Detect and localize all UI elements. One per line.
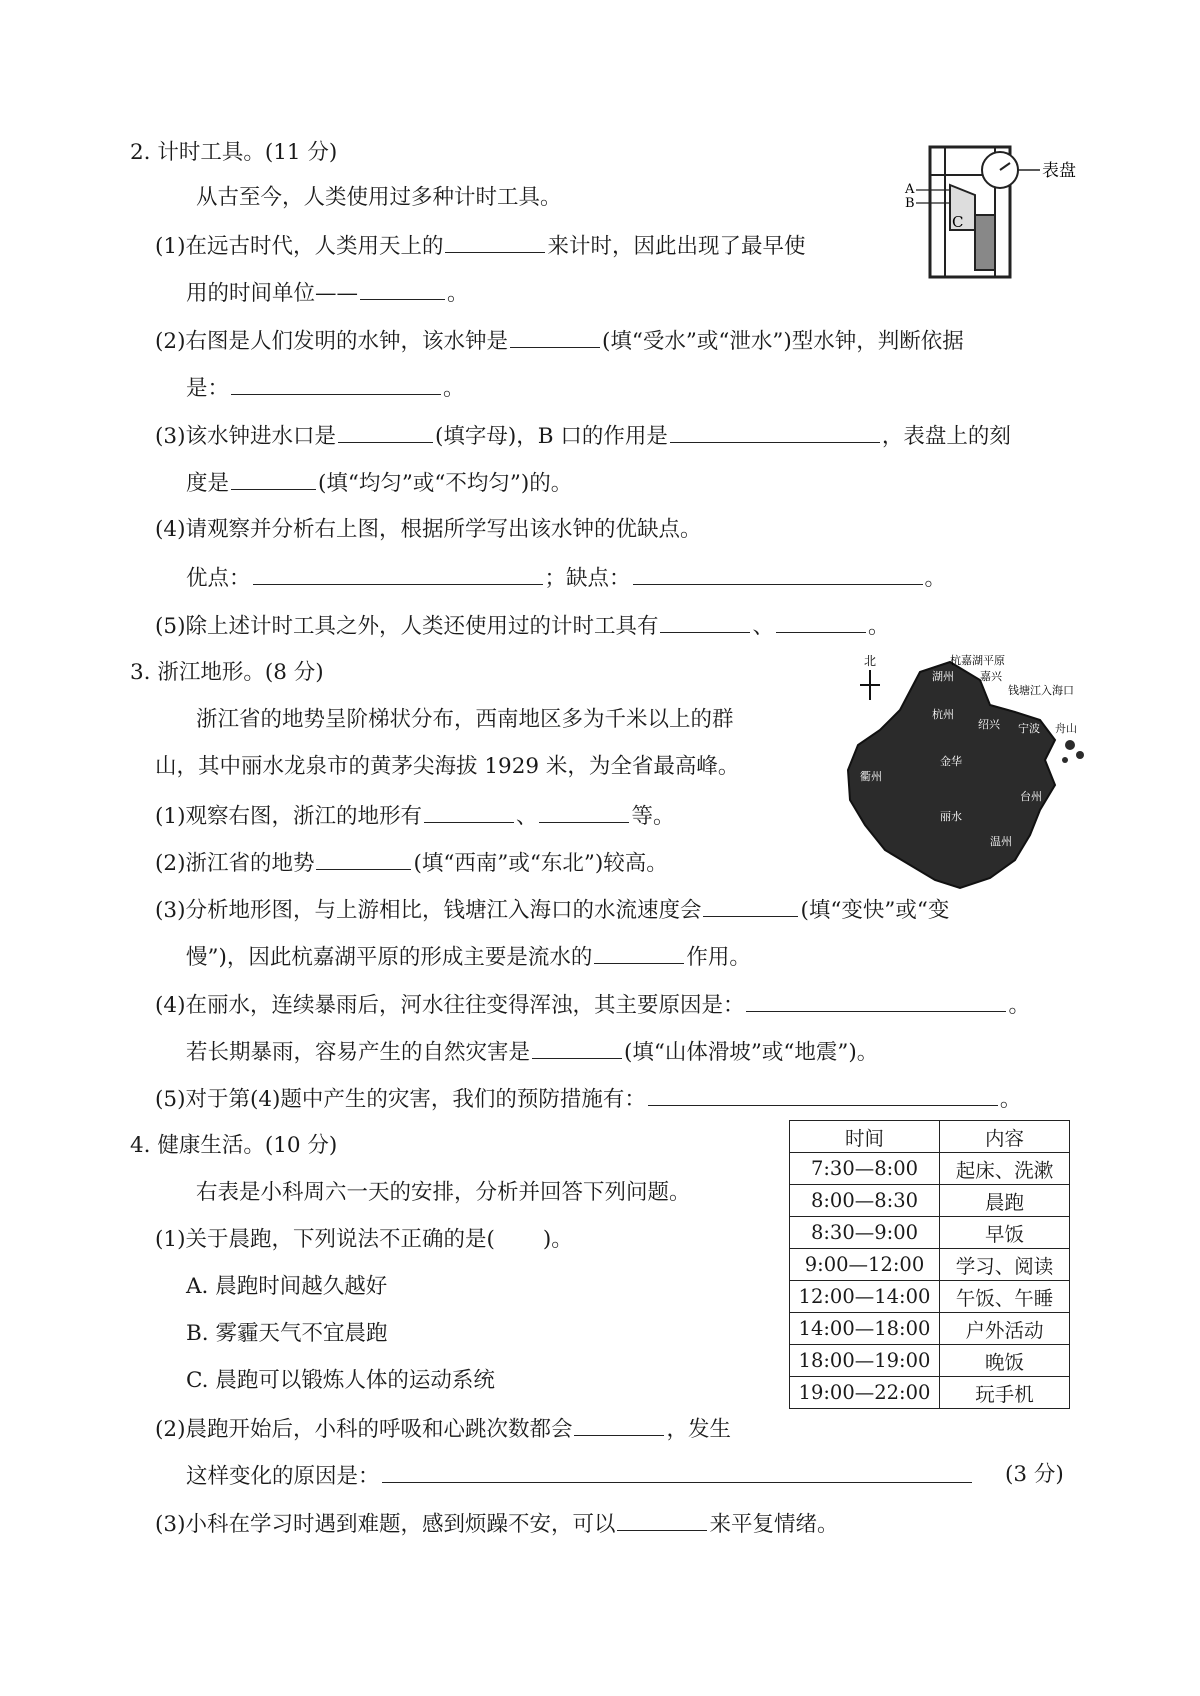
q2-p1-text-d: 。 (447, 281, 469, 306)
q3-p4-blank-1[interactable] (746, 989, 1006, 1012)
table-row (790, 1345, 1070, 1377)
row-content: 起床、洗漱 (940, 1153, 1070, 1185)
q3-p1-text-c: 等。 (631, 804, 675, 829)
q4-p3-blank-1[interactable] (617, 1508, 707, 1531)
q2-p3-text-e: (填“均匀”或“不均匀”)的。 (318, 471, 573, 496)
row-content: 户外活动 (940, 1313, 1070, 1345)
q2-p3-blank-1[interactable] (338, 420, 433, 443)
label-b: B (905, 196, 915, 211)
estuary-label: 钱塘江入海口 (1008, 684, 1074, 697)
row-content: 玩手机 (940, 1377, 1070, 1409)
q2-title: 2. 计时工具。(11 分) (130, 140, 338, 165)
q3-part4-line2 (186, 1036, 878, 1068)
lishui-label: 丽水 (940, 810, 962, 823)
q2-p4-blank-1[interactable] (253, 562, 543, 585)
table-row (790, 1185, 1070, 1217)
taizhou-label: 台州 (1020, 790, 1042, 803)
q4-p2-text-c: 这样变化的原因是： (186, 1464, 380, 1489)
q2-part3-line1 (155, 420, 1011, 452)
q4-p2-blank-1[interactable] (574, 1413, 664, 1436)
label-a: A (905, 182, 915, 197)
q3-p4-text-d: (填“山体滑坡”或“地震”)。 (624, 1040, 879, 1065)
q3-p2-text-a: (2)浙江省的地势 (155, 851, 315, 876)
q3-p3-text-d: 作用。 (686, 945, 751, 970)
q3-p2-blank-1[interactable] (316, 847, 411, 870)
q4-intro: 右表是小科周六一天的安排，分析并回答下列问题。 (196, 1180, 691, 1205)
header-content: 内容 (940, 1121, 1070, 1153)
island-shape (1065, 740, 1075, 750)
q4-part2-line2 (186, 1460, 974, 1492)
q2-p2-blank-1[interactable] (510, 325, 600, 348)
q3-p5-blank-1[interactable] (648, 1083, 998, 1106)
q3-p4-text-c: 若长期暴雨，容易产生的自然灾害是 (186, 1040, 531, 1065)
q2-p3-text-a: (3)该水钟进水口是 (155, 424, 336, 449)
q2-p2-blank-2[interactable] (231, 372, 441, 395)
row-time: 8:30—9:00 (790, 1217, 940, 1249)
jinhua-label: 金华 (940, 755, 962, 768)
table-row (790, 1281, 1070, 1313)
row-time: 8:00—8:30 (790, 1185, 940, 1217)
q2-p3-blank-2[interactable] (670, 420, 880, 443)
q4-p1-text-end: )。 (542, 1227, 573, 1252)
q2-p1-text-c: 用的时间单位—— (186, 281, 359, 306)
q2-p4-text-d: 。 (924, 566, 947, 591)
row-time: 7:30—8:00 (790, 1153, 940, 1185)
q2-p2-text-b: (填“受水”或“泄水”)型水钟，判断依据 (601, 329, 964, 354)
q4-option-b: B. 雾霾天气不宜晨跑 (186, 1321, 388, 1346)
q3-part3-line2 (186, 941, 751, 973)
ningbo-label: 宁波 (1018, 722, 1040, 735)
q2-part5-line (155, 610, 890, 642)
q2-part1-line2 (186, 277, 469, 309)
q4-part1-line (155, 1225, 573, 1255)
q3-p5-text-a: (5)对于第(4)题中产生的灾害，我们的预防措施有： (155, 1087, 646, 1112)
table-row (790, 1217, 1070, 1249)
wenzhou-label: 温州 (990, 835, 1012, 848)
q2-p1-blank-2[interactable] (360, 277, 445, 300)
q3-p3-text-b: (填“变快”或“变 (800, 898, 950, 923)
q2-part4-line1: (4)请观察并分析右上图，根据所学写出该水钟的优缺点。 (155, 517, 702, 542)
q3-part3-line1 (155, 894, 949, 926)
q4-option-c: C. 晨跑可以锻炼人体的运动系统 (186, 1368, 495, 1393)
row-time: 9:00—12:00 (790, 1249, 940, 1281)
table-row (790, 1153, 1070, 1185)
q3-p1-blank-2[interactable] (539, 800, 629, 823)
row-time: 12:00—14:00 (790, 1281, 940, 1313)
header-time: 时间 (790, 1121, 940, 1153)
q3-p4-blank-2[interactable] (532, 1036, 622, 1059)
row-time: 14:00—18:00 (790, 1313, 940, 1345)
q4-p2-text-b: ，发生 (666, 1417, 731, 1442)
q3-part1-line (155, 800, 675, 832)
q3-p3-blank-2[interactable] (594, 941, 684, 964)
q3-intro-line1: 浙江省的地势呈阶梯状分布，西南地区多为千米以上的群 (196, 707, 734, 732)
dial-label: 表盘 (1042, 161, 1076, 181)
q3-p4-text-b: 。 (1008, 993, 1030, 1018)
q2-p5-text-c: 。 (867, 614, 890, 639)
q3-p1-text-b: 、 (515, 804, 538, 829)
q2-p4-blank-2[interactable] (633, 562, 923, 585)
row-time: 18:00—19:00 (790, 1345, 940, 1377)
q3-intro-line2: 山，其中丽水龙泉市的黄茅尖海拔 1929 米，为全省最高峰。 (155, 754, 740, 779)
row-time: 19:00—22:00 (790, 1377, 940, 1409)
q3-part5-line (155, 1083, 1021, 1115)
plain-label: 杭嘉湖平原 (950, 654, 1005, 667)
q2-p4-text-b: 优点： (186, 566, 251, 591)
q2-part2-line2 (186, 372, 465, 404)
q4-p2-text-a: (2)晨跑开始后，小科的呼吸和心跳次数都会 (155, 1417, 573, 1442)
north-label: 北 (864, 654, 877, 668)
q2-p2-text-c: 是： (186, 376, 230, 401)
q2-p2-text-d: 。 (443, 376, 465, 401)
q4-title: 4. 健康生活。(10 分) (130, 1133, 338, 1158)
q3-p5-text-b: 。 (999, 1087, 1022, 1112)
huzhou-label: 湖州 (932, 670, 954, 683)
row-content: 早饭 (940, 1217, 1070, 1249)
schedule-table (789, 1120, 1070, 1409)
q3-p4-text-a: (4)在丽水，连续暴雨后，河水往往变得浑浊，其主要原因是： (155, 993, 745, 1018)
q2-p2-text-a: (2)右图是人们发明的水钟，该水钟是 (155, 329, 508, 354)
q3-p3-blank-1[interactable] (703, 894, 798, 917)
q4-p2-blank-2[interactable] (382, 1460, 972, 1483)
zhoushan-label: 舟山 (1055, 722, 1077, 735)
jiaxing-label: 嘉兴 (980, 670, 1002, 683)
row-content: 晚饭 (940, 1345, 1070, 1377)
table-row (790, 1313, 1070, 1345)
q4-p3-text-b: 来平复情绪。 (709, 1512, 839, 1537)
q4-p1-text: (1)关于晨跑，下列说法不正确的是( (155, 1227, 495, 1252)
q3-p3-text-a: (3)分析地形图，与上游相比，钱塘江入海口的水流速度会 (155, 898, 702, 923)
q2-p1-text-a: (1)在远古时代，人类用天上的 (155, 234, 444, 259)
q4-part3-line (155, 1508, 838, 1540)
water-clock-figure (900, 135, 1100, 285)
q2-p5-text-b: 、 (752, 614, 774, 639)
q2-p3-text-d: 度是 (186, 471, 230, 496)
q2-part4-line2 (186, 562, 946, 594)
q3-p1-blank-1[interactable] (424, 800, 514, 823)
q2-p1-blank-1[interactable] (445, 230, 545, 253)
q2-part1-line1 (155, 230, 805, 262)
q3-part4-line1 (155, 989, 1030, 1021)
q3-p1-text-a: (1)观察右图，浙江的地形有 (155, 804, 422, 829)
q3-title: 3. 浙江地形。(8 分) (130, 660, 324, 685)
row-content: 学习、阅读 (940, 1249, 1070, 1281)
q2-p4-text-c: ；缺点： (544, 566, 631, 591)
row-content: 晨跑 (940, 1185, 1070, 1217)
q2-p3-text-b: (填字母)，B 口的作用是 (434, 424, 668, 449)
q4-option-a: A. 晨跑时间越久越好 (186, 1274, 388, 1299)
shaoxing-label: 绍兴 (978, 718, 1000, 731)
q2-p3-text-c: ，表盘上的刻 (881, 424, 1011, 449)
q2-part2-line1 (155, 325, 964, 357)
row-content: 午饭、午睡 (940, 1281, 1070, 1313)
q2-part3-line2 (186, 467, 572, 499)
q2-p1-text-b: 来计时，因此出现了最早使 (547, 234, 806, 259)
label-c: C (952, 213, 964, 231)
zhejiang-map-figure (840, 650, 1100, 895)
q3-p3-text-c: 慢”)，因此杭嘉湖平原的形成主要是流水的 (186, 945, 593, 970)
q2-p5-blank-1[interactable] (660, 610, 750, 633)
hangzhou-label: 杭州 (932, 708, 954, 721)
q3-part2-line (155, 847, 668, 879)
quzhou-label: 衢州 (860, 770, 882, 783)
q3-p2-text-b: (填“西南”或“东北”)较高。 (413, 851, 668, 876)
q2-p5-text-a: (5)除上述计时工具之外，人类还使用过的计时工具有 (155, 614, 659, 639)
q4-p3-text-a: (3)小科在学习时遇到难题，感到烦躁不安，可以 (155, 1512, 616, 1537)
table-row (790, 1377, 1070, 1409)
q2-p3-blank-3[interactable] (231, 467, 316, 490)
q2-p5-blank-2[interactable] (776, 610, 866, 633)
table-row (790, 1249, 1070, 1281)
table-header-row (790, 1121, 1070, 1153)
q2-intro: 从古至今，人类使用过多种计时工具。 (196, 185, 562, 210)
q4-p2-score: (3 分) (1005, 1462, 1064, 1487)
q4-part2-line1 (155, 1413, 731, 1445)
